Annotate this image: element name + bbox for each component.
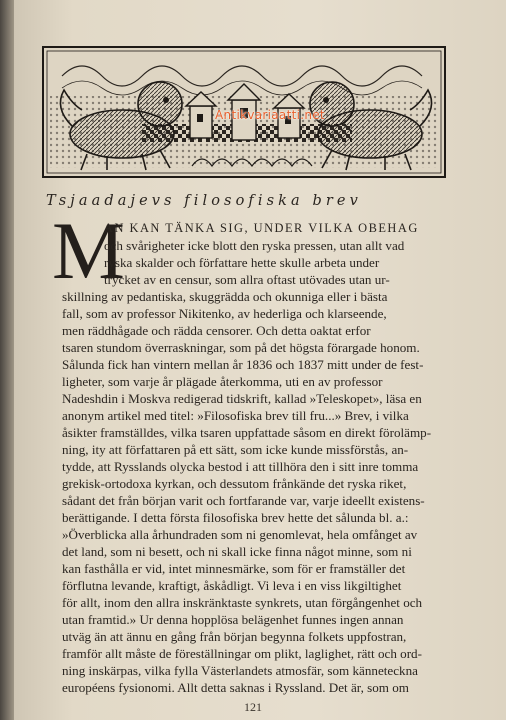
text-line: européens fysionomi. Allt detta saknas i Ryssland. Det är, som om <box>62 680 409 695</box>
text-line: ryska skalder och författare hette skulle arbeta under <box>104 255 380 270</box>
text-line: »Överblicka alla århundraden som ni genomlevat, hela omfånget av <box>62 527 418 542</box>
text-line: ligheter, som varje år plägade återkomma, uti en av professor <box>62 374 383 389</box>
text-line: anonym artikel med titel: »Filosofiska brev till fru...» Brev, i vilka <box>62 408 409 423</box>
text-line: sådant det från början varit och fortfarande var, varje ideellt existens- <box>62 493 425 508</box>
text-line: förflutna levande, kraftigt, åskådligt. Vi leva i en viss likgiltighet <box>62 578 402 593</box>
text-line: grekisk-ortodoxa kyrkan, och dessutom frånkände det ryska riket, <box>62 476 407 491</box>
watermark-text: Antikvariaatti.net <box>215 108 325 122</box>
text-line: men räddhågade och rädda censorer. Och detta oaktat erfor <box>62 323 371 338</box>
drop-cap: M <box>52 205 125 296</box>
text-line: kan fasthålla er vid, intet minnesmärke, som för er framställer det <box>62 561 406 576</box>
text-line: för allt, inom den allra inskränktaste synkrets, utan förgångenhet och <box>62 595 423 610</box>
text-line: skillning av pedantiska, skuggrädda och okunniga eller i bästa <box>62 289 388 304</box>
text-line: åsikter framställdes, vilka tsaren uppfattade såsom en direkt förolämp- <box>62 425 432 440</box>
text-line: ning, ity att författaren på ett sätt, som icke kunde missförstås, an- <box>62 442 409 457</box>
text-line: tsaren stundom överraskningar, som på det högsta förargade honom. <box>62 340 420 355</box>
page-number: 121 <box>244 700 262 714</box>
text-line: fall, som av professor Nikitenko, av hederliga och klarseende, <box>62 306 387 321</box>
text-line: det land, som ni besett, och ni skall icke finna något minne, som ni <box>62 544 412 559</box>
text-line: ning inskärpas, vilka fylla Västerlandets atmosfär, som känneteckna <box>62 663 418 678</box>
chapter-title: Tsjaadajevs filosofiska brev <box>46 193 362 209</box>
text-line: tydde, att Rysslands olycka bestod i att tillhöra den i sitt inre tomma <box>62 459 419 474</box>
text-line: Sålunda fick han vintern mellan år 1836 och 1837 mitt under de fest- <box>62 357 424 372</box>
text-line: utväg än att ännu en gång från början begynna folkets uppfostran, <box>62 629 407 644</box>
text-line: utan framtid.» Ur denna hopplösa belägenhet funnes ingen annan <box>62 612 404 627</box>
text-line: Nadeshdin i Moskva redigerad tidskrift, kallad »Teleskopet», läsa en <box>62 391 422 406</box>
text-line: framför allt måste de föreställningar om plikt, laglighet, rätt och ord- <box>62 646 422 661</box>
text-line: AN KAN TÄNKA SIG, UNDER VILKA OBEHAG <box>104 221 419 235</box>
text-line: berättigande. I detta första filosofiska brev hette det sålunda bl. a.: <box>62 510 409 525</box>
text-line: och svårigheter icke blott den ryska pressen, utan allt vad <box>104 238 405 253</box>
text-line: trycket av en censur, som allra oftast utövades utan ur- <box>104 272 390 287</box>
